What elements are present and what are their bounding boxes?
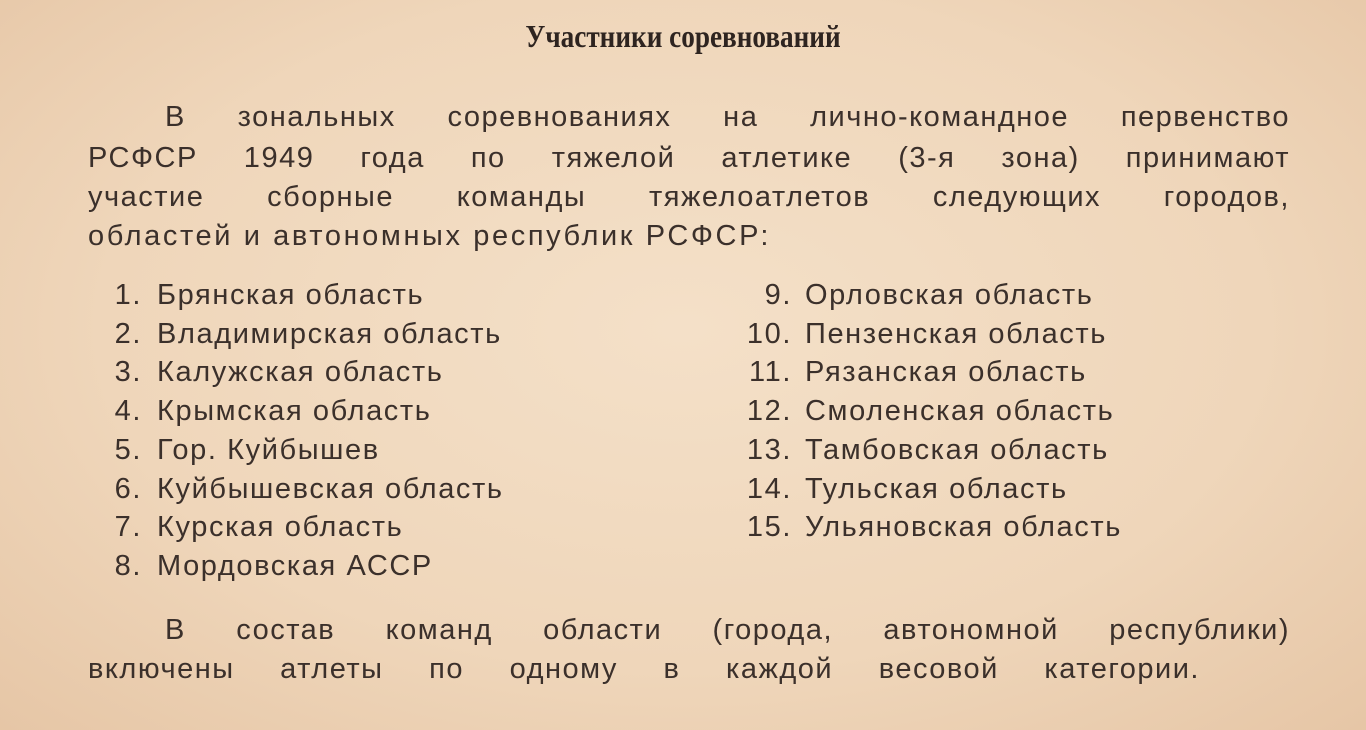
item-name: Орловская область xyxy=(805,279,1094,311)
item-number: 7. xyxy=(114,511,142,544)
item-name: Рязанская область xyxy=(805,356,1087,389)
item-number: 11. xyxy=(749,356,792,389)
item-number: 6. xyxy=(114,472,142,505)
item-number: 3. xyxy=(114,356,142,389)
intro-line: РСФСР 1949 года по тяжелой атлетике (3-я зона) принимают xyxy=(88,142,1290,174)
intro-line: В зональных соревнованиях на лично-командное первенство xyxy=(165,101,1290,133)
item-name: Владимирская область xyxy=(157,317,502,350)
item-number: 5. xyxy=(114,433,142,466)
item-name: Крымская область xyxy=(157,395,432,428)
item-number: 9. xyxy=(764,279,792,311)
item-number: 14. xyxy=(746,472,792,505)
intro-line: участие сборные команды тяжелоатлетов следующих городов, xyxy=(88,181,1290,213)
item-number: 13. xyxy=(746,433,792,466)
item-name: Куйбышевская область xyxy=(157,472,504,505)
item-name: Тульская область xyxy=(805,472,1068,505)
closing-line: В состав команд области (города, автономной республики) xyxy=(165,614,1290,646)
item-number: 4. xyxy=(114,395,142,428)
item-name: Ульяновская область xyxy=(805,511,1122,544)
item-name: Пензенская область xyxy=(805,317,1107,350)
item-name: Смоленская область xyxy=(805,395,1115,428)
item-name: Курская область xyxy=(157,511,404,544)
item-number: 10. xyxy=(746,317,792,350)
item-number: 1. xyxy=(114,279,142,311)
closing-line: включены атлеты по одному в каждой весовой категории. xyxy=(88,653,1200,685)
item-name: Калужская область xyxy=(157,356,444,389)
item-name: Тамбовская область xyxy=(805,433,1109,466)
intro-line: областей и автономных республик РСФСР: xyxy=(88,220,772,252)
item-number: 2. xyxy=(114,317,142,350)
item-name: Гор. Куйбышев xyxy=(157,433,380,466)
item-number: 12. xyxy=(746,395,792,428)
item-name: Мордовская АССР xyxy=(157,549,433,582)
page-title: Участники соревнований xyxy=(525,18,841,54)
item-number: 8. xyxy=(114,549,142,582)
item-name: Брянская область xyxy=(157,279,425,311)
item-number: 15. xyxy=(746,511,792,544)
